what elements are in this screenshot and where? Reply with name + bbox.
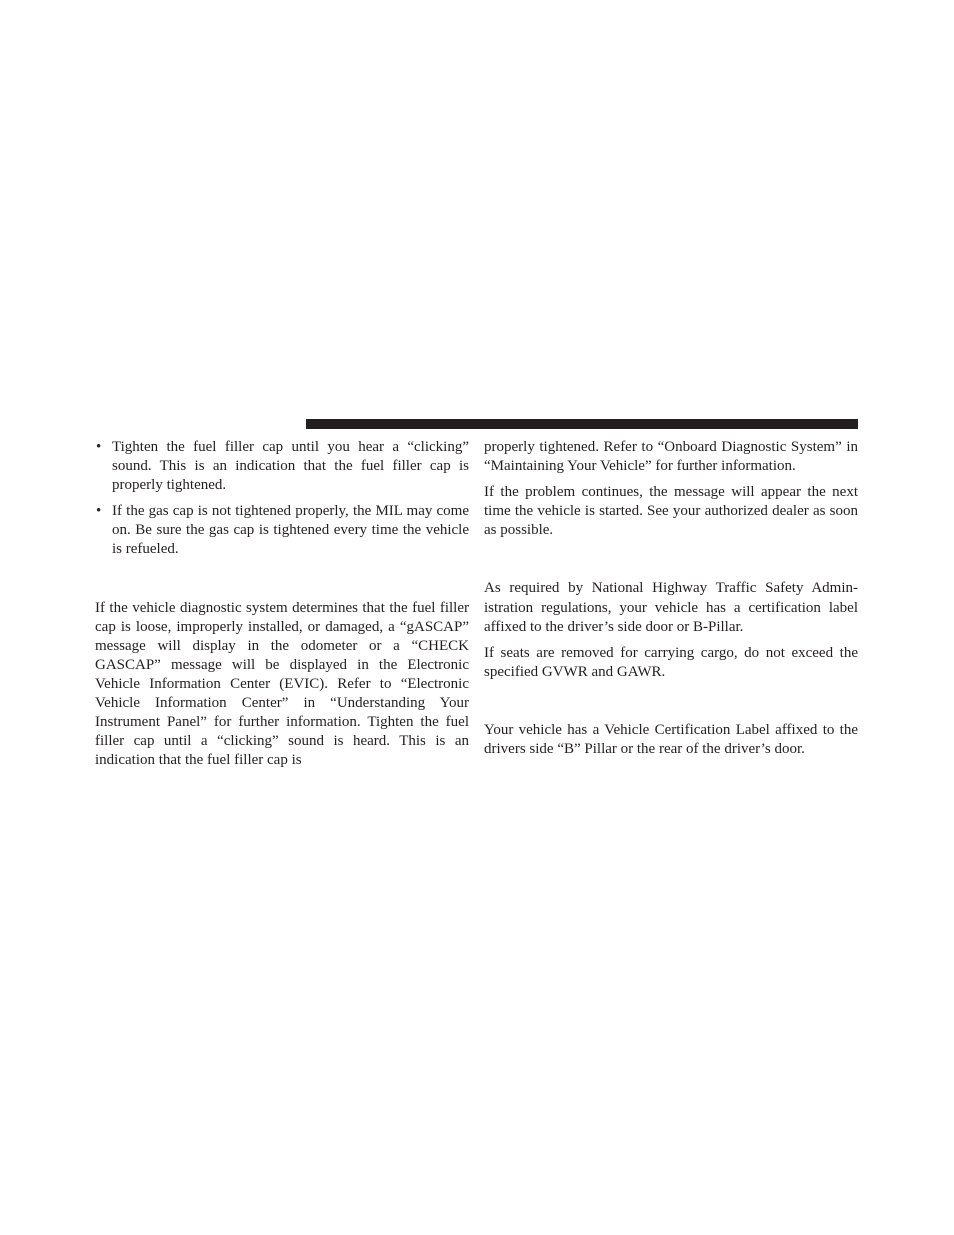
continuation-paragraph: properly tightened. Refer to “Onboard Diagnostic System” in “Maintaining Your Vehicle” for further information.	[484, 439, 858, 475]
list-item	[95, 438, 469, 495]
bullet-icon: •	[96, 503, 102, 520]
right-column	[484, 438, 858, 766]
bullet-icon: •	[96, 439, 102, 455]
nhtsa-paragraph: As required by National Highway Traffic Safety Administration regulations, your vehicle has a certification label affixed to the driver’s side door or B-Pillar.	[484, 580, 858, 635]
bullet-list	[95, 438, 469, 560]
seats-removed-paragraph: If seats are removed for carrying cargo, do not exceed the specified GVWR and GAWR.	[484, 644, 858, 680]
section-gap	[95, 567, 469, 599]
gascap-message-paragraph: If the vehicle diagnostic system determines that the fuel filler cap is loose, improperly installed, or damaged, a “gASCAP” message will display in the odometer or a “CHECK GASCAP” message will be displayed in the Electronic Vehicle Information Center (EVIC). Refer to “Electronic Vehicle Information Center” in “Understanding Your Instrument Panel” for further information. Tighten the fuel filler cap until a “clicking” sound is heard. This is an indication that the fuel filler cap is	[95, 599, 469, 769]
list-item	[95, 502, 469, 559]
certification-label-paragraph: Your vehicle has a Vehicle Certification Label affixed to the drivers side “B” Pillar or the rear of the driver’s door.	[484, 721, 858, 758]
problem-continues-paragraph: If the problem continues, the message will appear the next time the vehicle is started. See your authorized dealer as soon as possible.	[484, 484, 858, 539]
section-gap	[484, 689, 858, 721]
section-header-bar	[306, 419, 858, 429]
left-column	[95, 438, 469, 777]
section-gap	[484, 547, 858, 579]
bullet-text: Tighten the fuel filler cap until you hear a “clicking” sound. This is an indication that the fuel filler cap is properly tightened.	[112, 439, 469, 494]
bullet-text: If the gas cap is not tightened properly, the MIL may come on. Be sure the gas cap is tightened every time the vehicle is refueled.	[112, 503, 469, 558]
